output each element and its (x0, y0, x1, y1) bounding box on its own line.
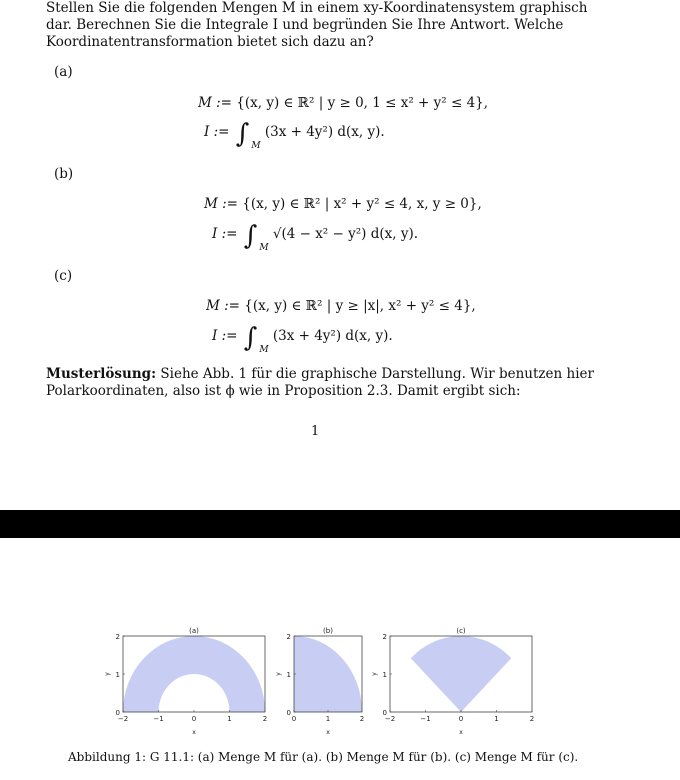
part-b-I-lhs: I := (212, 226, 238, 242)
region-c (411, 636, 511, 712)
part-c-label: (c) (54, 268, 73, 284)
solution-heading: Musterlösung: (46, 366, 157, 382)
y-tick-label: 2 (382, 633, 387, 641)
part-c-M-lhs: M := (206, 298, 240, 314)
part-a-label: (a) (54, 64, 73, 80)
y-tick-label: 2 (115, 633, 120, 641)
x-tick-label: 1 (325, 715, 331, 723)
x-tick-label: 0 (191, 715, 197, 723)
x-tick-label: 0 (291, 715, 297, 723)
integral-symbol: ∫ (243, 221, 258, 251)
x-tick-label: 2 (262, 715, 268, 723)
part-b-set (204, 196, 482, 212)
figure-caption: Abbildung 1: G 11.1: (a) Menge M für (a). (b) Menge M für (b). (c) Menge M für (c). (68, 750, 579, 764)
part-c-M-set: {(x, y) ∈ ℝ² | y ≥ |x|, x² + y² ≤ 4}, (244, 298, 476, 314)
part-b-integrand: √(4 − x² − y²) d(x, y). (272, 226, 419, 242)
part-c-I-lhs: I := (212, 328, 238, 344)
plot-title: (c) (456, 627, 466, 635)
y-tick-label: 1 (382, 671, 387, 679)
part-a-M-lhs: M := (198, 95, 232, 111)
part-a-set (198, 95, 488, 111)
x-tick-label: 1 (227, 715, 232, 723)
x-tick-label: −1 (153, 715, 164, 723)
x-axis-label: x (326, 729, 330, 736)
region-b (294, 636, 362, 712)
part-a-I-lhs: I := (204, 124, 230, 140)
x-tick-label: 1 (494, 715, 499, 723)
x-axis-label: x (192, 729, 196, 736)
part-c-set (206, 298, 476, 314)
x-tick-label: 2 (529, 715, 535, 723)
y-tick-label: 2 (286, 633, 291, 641)
intro-paragraph: Stellen Sie die folgenden Mengen M in einem xy-Koordinatensystem graphisch dar. Berechnen Sie die Integrale I und begründen Sie Ihre Antwort. Welche Koordinatentransformation bietet sich dazu an? (46, 0, 588, 50)
y-tick-label: 0 (286, 709, 291, 717)
integral-domain: M (259, 345, 269, 355)
part-b-M-lhs: M := (204, 196, 238, 212)
plot-title: (b) (323, 627, 333, 635)
page-number: 1 (311, 424, 320, 439)
region-a (123, 636, 265, 712)
x-tick-label: 0 (458, 715, 464, 723)
integral-symbol: ∫ (235, 119, 250, 149)
y-axis-label: y (371, 672, 378, 676)
y-tick-label: 0 (115, 709, 120, 717)
integral-domain: M (251, 141, 261, 151)
y-axis-label: y (275, 672, 282, 676)
plot-title: (a) (189, 627, 199, 635)
part-b-M-set: {(x, y) ∈ ℝ² | x² + y² ≤ 4, x, y ≥ 0}, (242, 196, 482, 212)
solution-text: Siehe Abb. 1 für die graphische Darstellung. Wir benutzen hier Polarkoordinaten, also ist ϕ wie in Proposition 2.3. Damit ergibt sich: (46, 366, 594, 399)
solution-paragraph (46, 366, 606, 400)
y-tick-label: 1 (115, 671, 120, 679)
x-tick-label: −2 (384, 715, 396, 723)
integral-domain: M (259, 243, 269, 253)
y-tick-label: 1 (286, 671, 291, 679)
y-tick-label: 0 (382, 709, 387, 717)
part-c-integrand: (3x + 4y²) d(x, y). (272, 328, 393, 344)
part-b-integral (212, 221, 418, 253)
page-separator (0, 510, 680, 538)
x-axis-label: x (459, 729, 463, 736)
x-tick-label: −2 (117, 715, 129, 723)
part-b-label: (b) (54, 166, 74, 182)
figure-plots (0, 620, 680, 740)
part-c-integral (212, 323, 393, 355)
part-a-M-set: {(x, y) ∈ ℝ² | y ≥ 0, 1 ≤ x² + y² ≤ 4}, (236, 95, 489, 111)
x-tick-label: 2 (359, 715, 365, 723)
x-tick-label: −1 (420, 715, 431, 723)
y-axis-label: y (104, 672, 111, 676)
part-a-integrand: (3x + 4y²) d(x, y). (264, 124, 385, 140)
part-a-integral (204, 119, 385, 151)
integral-symbol: ∫ (243, 323, 258, 353)
